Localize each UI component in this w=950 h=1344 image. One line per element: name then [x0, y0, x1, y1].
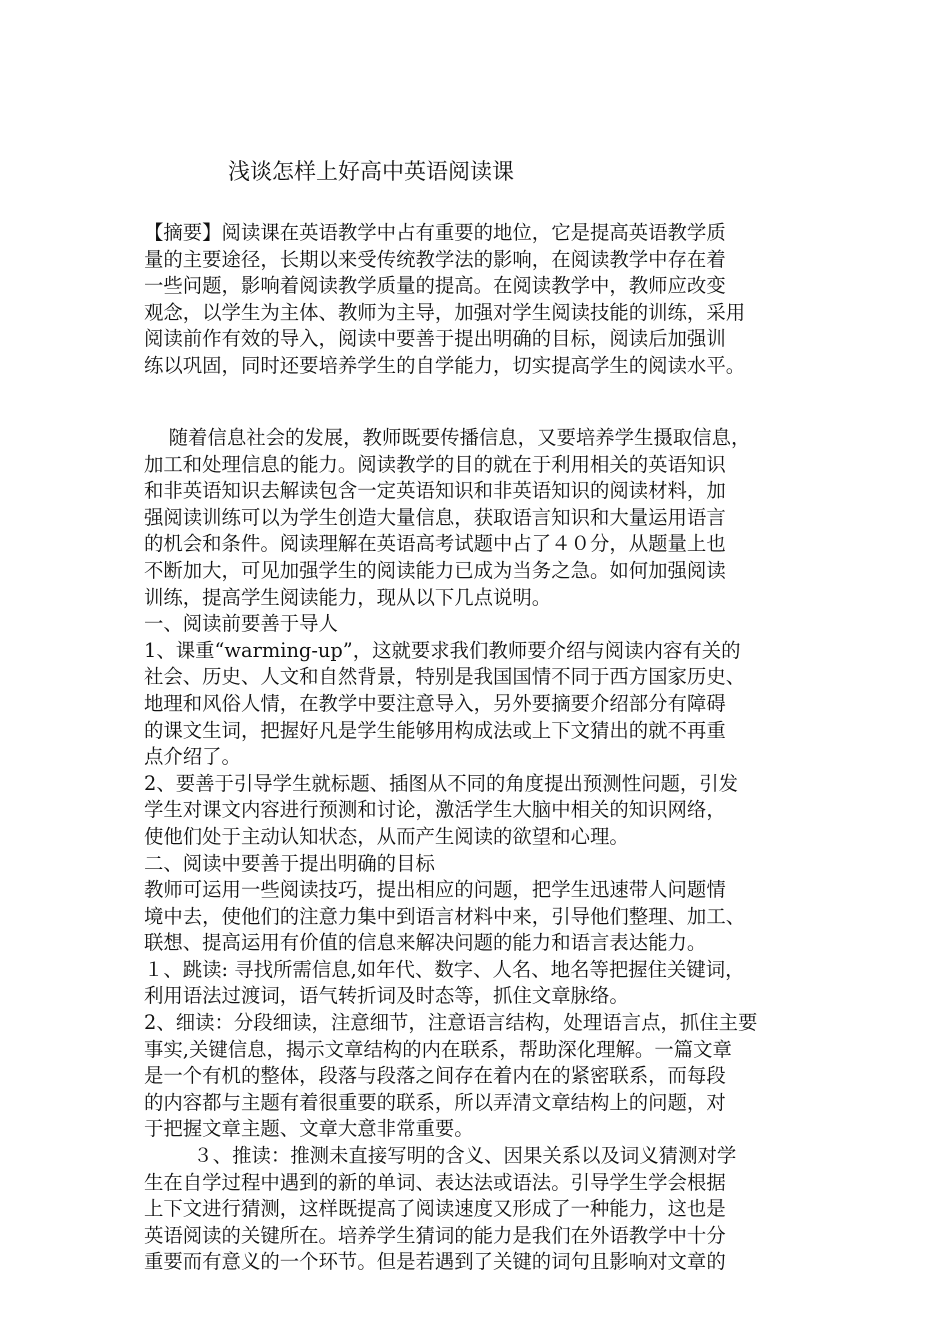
body-line: 地理和风俗人情，在教学中要注意导入，另外要摘要介绍部分有障碍 [144, 691, 726, 715]
body-line: 2、细读：分段细读，注意细节，注意语言结构，处理语言点，抓住主要 [144, 1011, 758, 1035]
body-line: １、跳读: 寻找所需信息,如年代、数字、人名、地名等把握住关键词， [144, 957, 745, 981]
document-title: 浅谈怎样上好高中英语阅读课 [228, 160, 515, 185]
body-line: 事实,关键信息，揭示文章结构的内在联系，帮助深化理解。一篇文章 [144, 1037, 732, 1061]
body-line: 加工和处理信息的能力。阅读教学的目的就在于利用相关的英语知识 [144, 452, 726, 476]
abstract-line: 观念，以学生为主体、教师为主导，加强对学生阅读技能的训练，采用 [144, 300, 746, 324]
body-line: 生在自学过程中遇到的新的单词、表达法或语法。引导学生学会根据 [144, 1170, 726, 1194]
abstract-line: 阅读前作有效的导入，阅读中要善于提出明确的目标，阅读后加强训 [144, 327, 726, 351]
body-line: 的机会和条件。阅读理解在英语高考试题中占了４０分，从题量上也 [144, 532, 726, 556]
body-text [144, 425, 824, 1276]
abstract-line: 量的主要途径，长期以来受传统教学法的影响，在阅读教学中存在着 [144, 247, 726, 271]
body-line: 利用语法过渡词，语气转折词及时态等，抓住文章脉络。 [144, 984, 629, 1008]
body-line: 使他们处于主动认知状态，从而产生阅读的欲望和心理。 [144, 824, 629, 848]
body-line: 的课文生词，把握好凡是学生能够用构成法或上下文猜出的就不再重 [144, 718, 726, 742]
abstract-paragraph [144, 220, 824, 380]
body-line: 上下文进行猜测，这样既提高了阅读速度又形成了一种能力，这也是 [144, 1197, 726, 1221]
abstract-line: 练以巩固，同时还要培养学生的自学能力，切实提高学生的阅读水平。 [144, 353, 746, 377]
body-line: 和非英语知识去解读包含一定英语知识和非英语知识的阅读材料，加 [144, 479, 726, 503]
body-line: 不断加大，可见加强学生的阅读能力已成为当务之急。如何加强阅读 [144, 558, 726, 582]
section-heading: 二、阅读中要善于提出明确的目标 [144, 851, 435, 875]
body-line: 是一个有机的整体，段落与段落之间存在着内在的紧密联系，而每段 [144, 1064, 726, 1088]
body-line: 重要而有意义的一个环节。但是若遇到了关键的词句且影响对文章的 [144, 1250, 726, 1274]
body-line: 英语阅读的关键所在。培养学生猜词的能力是我们在外语教学中十分 [144, 1223, 726, 1247]
body-line: 学生对课文内容进行预测和讨论，激活学生大脑中相关的知识网络， [144, 798, 726, 822]
body-line: 教师可运用一些阅读技巧，提出相应的问题，把学生迅速带人问题情 [144, 878, 726, 902]
body-line: 的内容都与主题有着很重要的联系，所以弄清文章结构上的问题，对 [144, 1090, 726, 1114]
body-line: 社会、历史、人文和自然背景，特别是我国国情不同于西方国家历史、 [144, 665, 746, 689]
body-line: 强阅读训练可以为学生创造大量信息，获取语言知识和大量运用语言 [144, 505, 726, 529]
body-line: 于把握文章主题、文章大意非常重要。 [144, 1117, 474, 1141]
body-line: 1、课重“warming-up”，这就要求我们教师要介绍与阅读内容有关的 [144, 638, 741, 662]
body-line: 联想、提高运用有价值的信息来解决问题的能力和语言表达能力。 [144, 931, 707, 955]
body-line: 2、要善于引导学生就标题、插图从不同的角度提出预测性问题，引发 [144, 771, 739, 795]
body-line: 随着信息社会的发展，教师既要传播信息，又要培养学生摄取信息， [144, 426, 751, 449]
body-line: ３、推读：推测未直接写明的含义、因果关系以及词义猜测对学 [144, 1144, 737, 1168]
abstract-line: 一些问题，影响着阅读教学质量的提高。在阅读教学中，教师应改变 [144, 274, 726, 298]
body-line: 训练，提高学生阅读能力，现从以下几点说明。 [144, 585, 552, 609]
section-heading: 一、阅读前要善于导人 [144, 612, 338, 636]
body-line: 点介绍了。 [144, 745, 241, 769]
abstract-line: 【摘要】阅读课在英语教学中占有重要的地位，它是提高英语教学质 [144, 221, 726, 244]
body-line: 境中去，使他们的注意力集中到语言材料中来，引导他们整理、加工、 [144, 904, 746, 928]
